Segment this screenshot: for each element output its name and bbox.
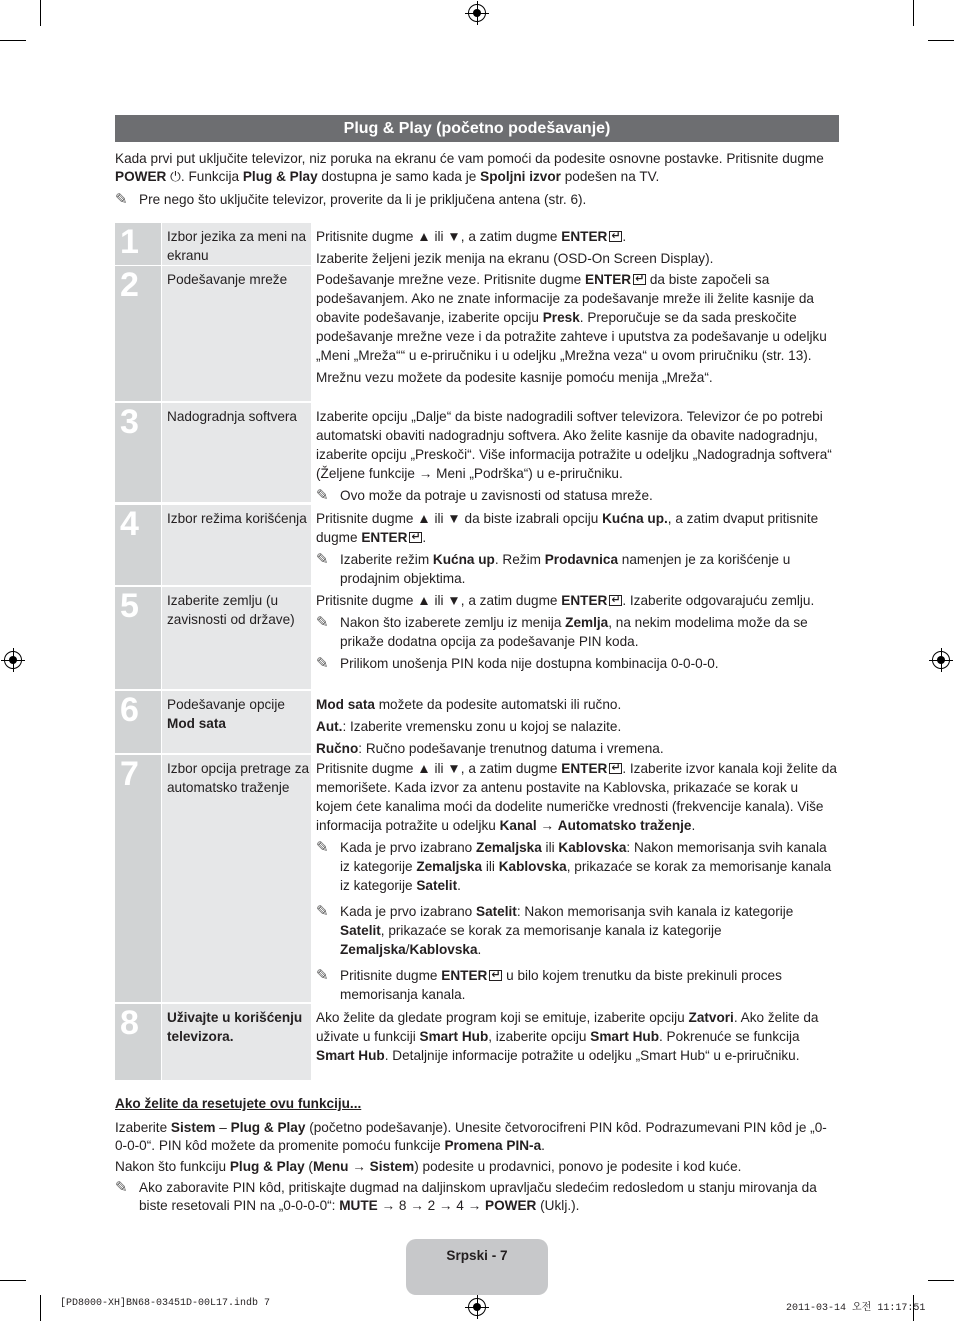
enter-icon [609,595,622,606]
registration-mark-icon [932,651,950,669]
step-5: 5 Izaberite zemlju (u zavisnosti od države) Pritisnite dugme ▲ ili ▼, a zatim dugme ENTER↵ . Izaberite odgovarajuću zemlju. ✎ Nakon što izaberete zemlju iz menija Zemlja, na nekim modelima može da se prikaže dodatna opcija za podešavanje PIN koda. ✎ Prilikom unošenja PIN koda nije dostupna kombinacija 0-0-0-0. [115,587,839,689]
enter-icon [609,763,622,774]
crop-mark [40,0,41,26]
crop-mark [40,1295,41,1321]
note-pen-icon: ✎ [316,967,329,984]
note-pen-icon: ✎ [316,614,329,631]
enter-icon [489,970,502,981]
crop-mark [928,40,954,41]
crop-mark [0,40,26,41]
step-7: 7 Izbor opcija pretrage za automatsko traženje Pritisnite dugme ▲ ili ▼, a zatim dugme ENTER↵ . Izaberite izvor kanala koji želite da memorišete. Kada izvor za antenu postavite na Kablovska, prikazaće se korak u kojem ćete kanalima moći da dodelite numeričke vrednosti (frekvencije kanala). Više informacija potražite u odeljku Kanal → Automatsko traženje. ✎ Kada je prvo izabrano Zemaljska ili Kablovska: Nakon memorisanja svih kanala iz kategorije Zemaljska ili Kablovska, prikazaće se korak za memorisanje kanala iz kategorije Satelit. ✎ Kada je prvo izabrano Satelit: Nakon memorisanja svih kanala iz kategorije Satelit, prikazaće se korak za memorisanje kanala iz kategorije Zemaljska/Kablovska. ✎ Pritisnite dugme ENTER↵ u bilo kojem trenutku da biste prekinuli proces memorisanja kanala. [115,755,839,1002]
power-icon: ⏻ [170,169,181,184]
registration-mark-icon [468,4,486,22]
intro: Kada prvi put uključite televizor, niz poruka na ekranu će vam pomoći da podesite osnovne postavke. Pritisnite dugme POWER ⏻. Funkcija Plug & Play dostupna je samo kada je Spoljni izvor podešen na TV. ✎ Pre nego što uključite televizor, proverite da li je priključena antena (str. 6). [115,151,824,208]
note-pen-icon: ✎ [115,1179,128,1196]
enter-icon [609,231,622,242]
step-8: 8 Uživajte u korišćenju televizora. Ako želite da gledate program koji se emituje, izaberite opciju Zatvori. Ako želite da uživate u funkciji Smart Hub, izaberite opciju Smart Hub. Pokrenuće se funkcija Smart Hub. Detaljnije informacije potražite u odeljku „Smart Hub“ u e-priručniku. [115,1004,839,1080]
note-pen-icon: ✎ [115,191,128,208]
note-pen-icon: ✎ [316,487,329,504]
note-pen-icon: ✎ [316,551,329,568]
footer-file: [PD8000-XH]BN68-03451D-00L17.indb 7 [60,1298,271,1309]
enter-icon [633,274,646,285]
footer-date: 2011-03-14 오전 11:17:51 [786,1303,926,1314]
registration-mark-icon [468,1298,486,1316]
page-number: Srpski - 7 [406,1239,548,1295]
registration-mark-icon [4,651,22,669]
step-4: 4 Izbor režima korišćenja Pritisnite dugme ▲ ili ▼ da biste izabrali opciju Kućna up., a zatim dvaput pritisnite dugme ENTER↵ . ✎ Izaberite režim Kućna up. Režim Prodavnica namenjen je za korišćenje u prodajnim objektima. [115,505,839,585]
section-title: Plug & Play (početno podešavanje) [115,115,839,142]
step-6: 6 Podešavanje opcije Mod sata Mod sata možete da podesite automatski ili ručno. Aut.: Izaberite vremensku zonu u kojoj se nalazite. Ručno: Ručno podešavanje trenutnog datuma i vremena. [115,691,839,753]
step-2: 2 Podešavanje mreže Podešavanje mrežne veze. Pritisnite dugme ENTER↵ da biste započeli sa podešavanjem. Ako ne znate informacije za podešavanje mreže ili želite kasnije da obavite podešavanje, izaberite opciju Presk. Preporučuje se da sada preskočite podešavanje mrežne veze i da potražite zahteve i uputstva za podešavanje u odeljku „Meni „Mreža““ u e-priručniku i u odeljku „Mrežna veza“ u ovom priručniku (str. 13). Mrežnu vezu možete da podesite kasnije pomoću menija „Mreža“. [115,266,839,401]
step-1: 1 Izbor jezika za meni na ekranu Pritisnite dugme ▲ ili ▼, a zatim dugme ENTER↵ . Izaberite željeni jezik menija na ekranu (OSD-On Screen Display). [115,223,839,265]
reset-section: Ako želite da resetujete ovu funkciju... Izaberite Sistem – Plug & Play (početno podešavanje). Unesite četvorocifreni PIN kôd. Podrazumevani PIN kôd je „0-0-0-0“. PIN kôd možete da promenite pomoću funkcije Promena PIN-a. Nakon što funkciju Plug & Play (Menu → Sistem) podesite u prodavnici, ponovo je podesite i kod kuće. ✎ Ako zaboravite PIN kôd, pritiskajte dugmad na daljinskom upravljaču sledećim redosledom u stanju mirovanja da biste resetovali PIN na „0-0-0-0“: MUTE → 8 → 2 → 4 → POWER (Uklj.). [115,1096,827,1213]
step-3: 3 Nadogradnja softvera Izaberite opciju „Dalje“ da biste nadogradili softver televizora. Televizor će po potrebi automatski obaviti nadogradnju softvera. Ako želite kasnije da obavite nadogradnju, izaberite opciju „Preskoči“. Više informacija potražite u odeljku „Nadogradnja softvera“ (Željene funkcije → Meni „Podrška“) u e-priručniku. ✎ Ovo može da potraje u zavisnosti od statusa mreže. [115,403,839,502]
crop-mark [0,1280,26,1281]
note-pen-icon: ✎ [316,903,329,920]
note-pen-icon: ✎ [316,655,329,672]
note-pen-icon: ✎ [316,839,329,856]
enter-icon [409,532,422,543]
crop-mark [928,1280,954,1281]
crop-mark [913,0,914,26]
